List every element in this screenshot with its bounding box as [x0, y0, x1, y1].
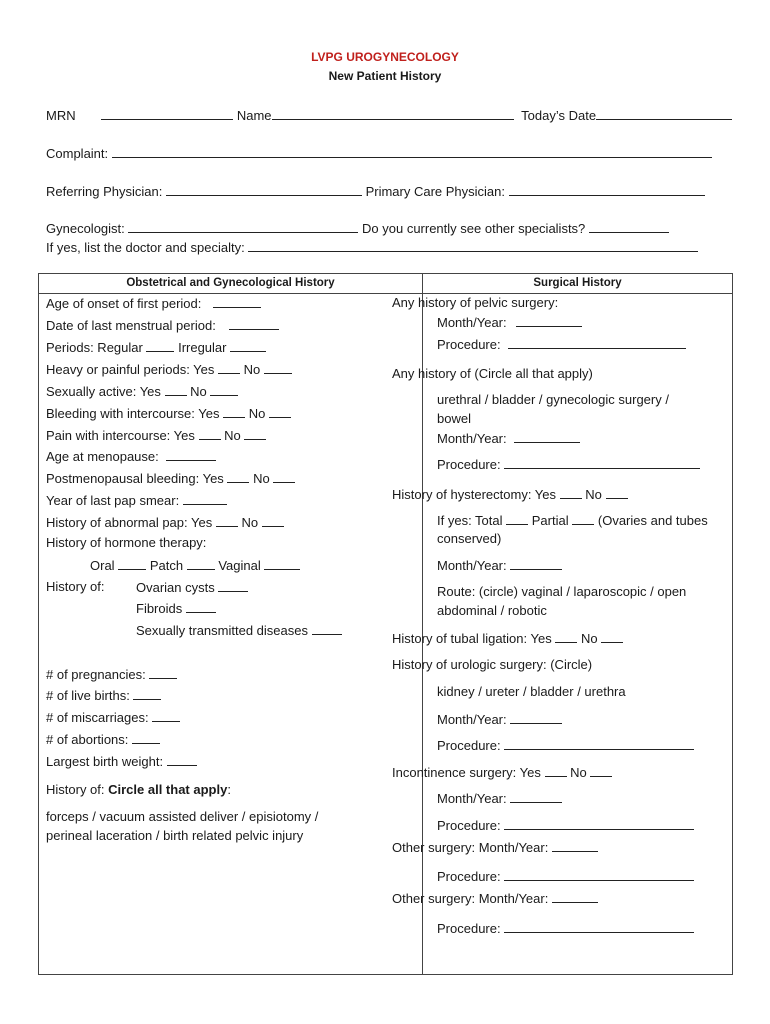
urologic-monthyear-field[interactable] [510, 711, 562, 724]
sexually-row [46, 383, 238, 399]
sexually-no-field[interactable] [210, 383, 238, 396]
fibroids-field[interactable] [186, 600, 216, 613]
painful-yes-field[interactable] [218, 361, 240, 374]
incontinence-procedure-field[interactable] [504, 817, 694, 830]
incontinence-procedure-row [437, 817, 694, 833]
date-label: Today’s Date [521, 108, 597, 123]
route-line-1[interactable]: Route: (circle) vaginal / laparoscopic / open [437, 584, 687, 599]
pregnancies-field[interactable] [149, 666, 177, 679]
bleeding-yes-label: Bleeding with intercourse: Yes [46, 406, 220, 421]
other2-procedure-row [437, 920, 694, 936]
bleeding-row [46, 405, 291, 421]
form-title: New Patient History [328, 69, 442, 83]
miscarriages-row [46, 709, 180, 725]
ovarian-field[interactable] [218, 579, 248, 592]
incontinence-monthyear-field[interactable] [510, 790, 562, 803]
circle-instruction [46, 782, 231, 797]
birthweight-row [46, 753, 197, 769]
anyhistory-procedure-label: Procedure: [437, 457, 501, 472]
painful-no-label: No [243, 362, 261, 377]
pregnancies-row [46, 666, 177, 682]
abnormal-yes-field[interactable] [216, 514, 238, 527]
menopause-field[interactable] [166, 448, 216, 461]
anyhistory-procedure-field[interactable] [504, 456, 700, 469]
date-field[interactable] [596, 107, 732, 120]
anyhistory-monthyear-label: Month/Year: [437, 431, 507, 446]
pelvic-procedure-row [437, 336, 686, 352]
other1-label: Other surgery: Month/Year: [392, 840, 549, 855]
incontinence-monthyear-row [437, 790, 562, 806]
postmeno-no-field[interactable] [273, 470, 295, 483]
complaint-row [46, 145, 712, 161]
abnormal-no-field[interactable] [262, 514, 284, 527]
tubal-no-label: No [580, 631, 598, 646]
hyster-no-field[interactable] [606, 486, 628, 499]
irregular-label: Irregular [178, 340, 227, 355]
physician-row [46, 183, 705, 199]
hyster-monthyear-field[interactable] [510, 557, 562, 570]
other1-procedure-field[interactable] [504, 868, 694, 881]
pain-no-label: No [224, 428, 241, 443]
abnormal-no-label: No [241, 515, 259, 530]
pain-no-field[interactable] [244, 427, 266, 440]
std-label: Sexually transmitted diseases [136, 623, 308, 638]
tubal-row [392, 630, 623, 646]
ifyes-label: If yes, list the doctor and specialty: [46, 240, 245, 255]
anyhistory-label: Any history of (Circle all that apply) [392, 366, 593, 381]
onset-row [46, 295, 261, 311]
circle-suffix: : [227, 782, 231, 797]
birthweight-field[interactable] [167, 753, 197, 766]
std-row [136, 622, 342, 638]
ifyes-field[interactable] [248, 239, 698, 252]
abortions-row [46, 731, 160, 747]
fibroids-label: Fibroids [136, 601, 183, 616]
tubal-yes-field[interactable] [555, 630, 577, 643]
abortions-field[interactable] [132, 731, 160, 744]
livebirths-label: # of live births: [46, 688, 130, 703]
bleeding-no-field[interactable] [269, 405, 291, 418]
tubal-yes-label: History of tubal ligation: Yes [392, 631, 552, 646]
partial-label: Partial [531, 513, 569, 528]
hyster-monthyear-row [437, 557, 562, 573]
livebirths-row [46, 687, 161, 703]
ob-gyn-heading: Obstetrical and Gynecological History [126, 277, 335, 289]
hormone-options [90, 557, 300, 573]
pap-field[interactable] [183, 492, 227, 505]
name-field[interactable] [272, 107, 514, 120]
menopause-row [46, 448, 216, 464]
urologic-procedure-row [437, 737, 694, 753]
abortions-label: # of abortions: [46, 732, 129, 747]
deliveries-line-2[interactable]: perineal laceration / birth related pelvic injury [46, 828, 304, 843]
pap-row [46, 492, 227, 508]
hyster-type-row [437, 512, 708, 528]
primary-field[interactable] [509, 183, 705, 196]
oral-label: Oral [90, 558, 115, 573]
sexually-no-label: No [190, 384, 207, 399]
pelvic-monthyear-label: Month/Year: [437, 315, 507, 330]
pap-label: Year of last pap smear: [46, 493, 180, 508]
total-label: If yes: Total [437, 513, 503, 528]
ovarian-row [136, 579, 248, 595]
menopause-label: Age at menopause: [46, 449, 159, 464]
incontinence-procedure-label: Procedure: [437, 818, 501, 833]
circle-bold: Circle all that apply [108, 782, 228, 797]
lmp-row [46, 317, 279, 333]
other2-procedure-field[interactable] [504, 920, 694, 933]
anyhistory-monthyear-row [437, 430, 580, 446]
miscarriages-label: # of miscarriages: [46, 710, 149, 725]
mrn-label: MRN [46, 108, 76, 123]
onset-field[interactable] [213, 295, 261, 308]
vaginal-label: Vaginal [218, 558, 261, 573]
periods-row [46, 339, 266, 355]
hyster-monthyear-label: Month/Year: [437, 558, 507, 573]
complaint-label: Complaint: [46, 146, 109, 161]
specialists-label: Do you currently see other specialists? [362, 221, 586, 236]
pain-yes-field[interactable] [199, 427, 221, 440]
pregnancies-label: # of pregnancies: [46, 667, 146, 682]
pelvic-monthyear-row [437, 314, 582, 330]
other1-row [392, 839, 598, 855]
regular-label: Periods: Regular [46, 340, 143, 355]
gyn-label: Gynecologist: [46, 221, 125, 236]
ovaries-label: (Ovaries and tubes [597, 513, 708, 528]
irregular-field[interactable] [230, 339, 266, 352]
bleeding-no-label: No [248, 406, 266, 421]
specialists-field[interactable] [589, 220, 669, 233]
urologic-label: History of urologic surgery: (Circle) [392, 657, 593, 672]
circle-prefix: History of: [46, 782, 109, 797]
primary-label: Primary Care Physician: [365, 184, 506, 199]
patch-label: Patch [149, 558, 184, 573]
other1-field[interactable] [552, 839, 598, 852]
pelvic-procedure-label: Procedure: [437, 337, 501, 352]
header-divider [39, 293, 732, 294]
hyster-no-label: No [585, 487, 602, 502]
oral-field[interactable] [118, 557, 146, 570]
abnormal-yes-label: History of abnormal pap: Yes [46, 515, 213, 530]
historyof-label: History of: [46, 579, 105, 594]
postmeno-no-label: No [253, 471, 270, 486]
urologic-monthyear-row [437, 711, 562, 727]
other2-procedure-label: Procedure: [437, 921, 501, 936]
fibroids-row [136, 600, 216, 616]
pelvic-label: Any history of pelvic surgery: [392, 295, 559, 310]
route-line-2[interactable]: abdominal / robotic [437, 603, 547, 618]
livebirths-field[interactable] [133, 687, 161, 700]
conserved-label: conserved) [437, 531, 502, 546]
clinic-name: LVPG UROGYNECOLOGY [311, 50, 459, 64]
mrn-field[interactable] [101, 107, 233, 120]
urethral-line-1[interactable]: urethral / bladder / gynecologic surgery / [437, 392, 669, 407]
onset-label: Age of onset of first period: [46, 296, 202, 311]
gyn-row [46, 220, 669, 236]
incontinence-monthyear-label: Month/Year: [437, 791, 507, 806]
hyster-yes-label: History of hysterectomy: Yes [392, 487, 557, 502]
deliveries-line-1[interactable]: forceps / vacuum assisted deliver / episiotomy / [46, 809, 319, 824]
urologic-procedure-label: Procedure: [437, 738, 501, 753]
anyhistory-monthyear-field[interactable] [514, 430, 580, 443]
total-field[interactable] [506, 512, 528, 525]
pelvic-procedure-field[interactable] [508, 336, 686, 349]
sexually-yes-field[interactable] [165, 383, 187, 396]
pain-yes-label: Pain with intercourse: Yes [46, 428, 195, 443]
incontinence-no-field[interactable] [590, 764, 612, 777]
lmp-field[interactable] [229, 317, 279, 330]
patch-field[interactable] [187, 557, 215, 570]
kidney-options[interactable]: kidney / ureter / bladder / urethra [437, 684, 626, 699]
painful-yes-label: Heavy or painful periods: Yes [46, 362, 215, 377]
hyster-yes-field[interactable] [560, 486, 582, 499]
surgical-heading: Surgical History [533, 277, 622, 289]
urethral-line-2[interactable]: bowel [437, 411, 471, 426]
mrn-row [46, 107, 732, 123]
other1-procedure-row [437, 868, 694, 884]
other2-label: Other surgery: Month/Year: [392, 891, 549, 906]
hormone-label: History of hormone therapy: [46, 535, 207, 550]
std-field[interactable] [312, 622, 342, 635]
postmeno-yes-field[interactable] [227, 470, 249, 483]
abnormal-row [46, 514, 284, 530]
pain-row [46, 427, 266, 443]
incontinence-yes-field[interactable] [545, 764, 567, 777]
other2-field[interactable] [552, 890, 598, 903]
regular-field[interactable] [146, 339, 174, 352]
vaginal-field[interactable] [264, 557, 300, 570]
painful-row [46, 361, 292, 377]
complaint-field[interactable] [112, 145, 712, 158]
postmeno-row [46, 470, 295, 486]
pelvic-monthyear-field[interactable] [516, 314, 582, 327]
miscarriages-field[interactable] [152, 709, 180, 722]
name-label: Name [236, 108, 272, 123]
sexually-yes-label: Sexually active: Yes [46, 384, 161, 399]
urologic-procedure-field[interactable] [504, 737, 694, 750]
painful-no-field[interactable] [264, 361, 292, 374]
referring-field[interactable] [166, 183, 362, 196]
partial-field[interactable] [572, 512, 594, 525]
incontinence-row [392, 764, 612, 780]
other1-procedure-label: Procedure: [437, 869, 501, 884]
hyster-row [392, 486, 628, 502]
ovarian-label: Ovarian cysts [136, 580, 215, 595]
anyhistory-procedure-row [437, 456, 700, 472]
bleeding-yes-field[interactable] [223, 405, 245, 418]
tubal-no-field[interactable] [601, 630, 623, 643]
referring-label: Referring Physician: [46, 184, 163, 199]
urologic-monthyear-label: Month/Year: [437, 712, 507, 727]
birthweight-label: Largest birth weight: [46, 754, 164, 769]
postmeno-yes-label: Postmenopausal bleeding: Yes [46, 471, 224, 486]
ifyes-row [46, 239, 698, 255]
other2-row [392, 890, 598, 906]
lmp-label: Date of last menstrual period: [46, 318, 216, 333]
incontinence-yes-label: Incontinence surgery: Yes [392, 765, 541, 780]
gyn-field[interactable] [128, 220, 358, 233]
incontinence-no-label: No [570, 765, 587, 780]
